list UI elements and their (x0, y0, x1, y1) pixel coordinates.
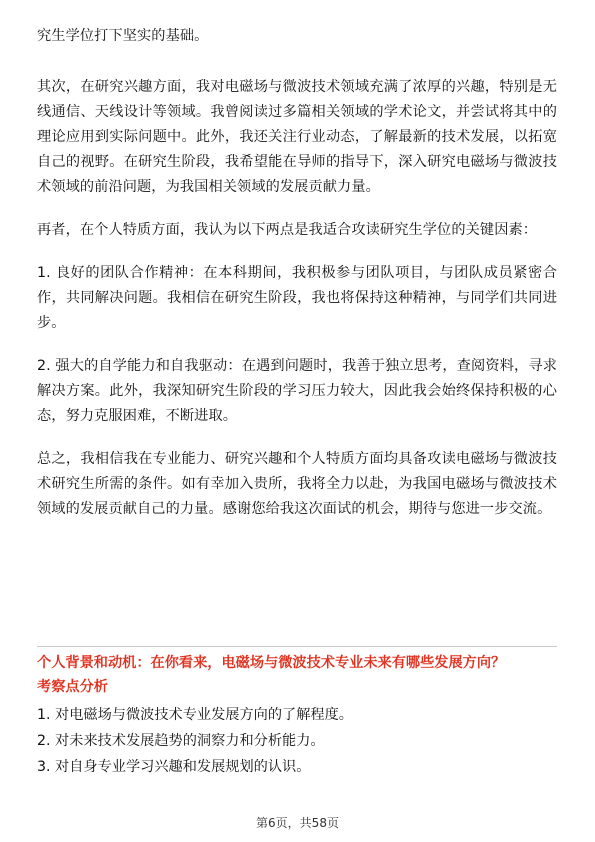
answer-body (37, 24, 557, 540)
list-item: 3. 对自身专业学习兴趣和发展规划的认识。 (37, 759, 311, 775)
interview-question: 个人背景和动机：在你看来，电磁场与微波技术专业未来有哪些发展方向？ (37, 655, 506, 671)
paragraph-personal-traits: 再者，在个人特质方面，我认为以下两点是我适合攻读研究生学位的关键因素： (37, 222, 538, 238)
page-number: 第6页，共58页 (256, 816, 339, 830)
section-divider (37, 646, 557, 647)
paragraph-teamwork: 1. 良好的团队合作精神：在本科期间，我积极参与团队项目，与团队成员紧密合作，共同解决问题。我相信在研究生阶段，我也将保持这种精神，与同学们共同进步。 (37, 265, 557, 331)
analysis-heading: 考察点分析 (37, 679, 108, 695)
list-item: 2. 对未来技术发展趋势的洞察力和分析能力。 (37, 733, 325, 749)
list-item: 1. 对电磁场与微波技术专业发展方向的了解程度。 (37, 707, 353, 723)
paragraph-research-interest: 其次，在研究兴趣方面，我对电磁场与微波技术领域充满了浓厚的兴趣，特别是无线通信、天线设计等领域。我曾阅读过多篇相关领域的学术论文，并尝试将其中的理论应用到实际问题中。此外，我还关注行业动态，了解最新的技术发展，以拓宽自己的视野。在研究生阶段，我希望能在导师的指导下，深入研究电磁场与微波技术领域的前沿问题，为我国相关领域的发展贡献力量。 (37, 79, 557, 195)
analysis-list (37, 702, 557, 780)
paragraph-conclusion: 总之，我相信我在专业能力、研究兴趣和个人特质方面均具备攻读电磁场与微波技术研究生所需的条件。如有幸加入贵所，我将全力以赴，为我国电磁场与微波技术领域的发展贡献自己的力量。感谢您给我这次面试的机会，期待与您进一步交流。 (37, 451, 557, 517)
paragraph-continuation: 究生学位打下坚实的基础。 (37, 28, 209, 44)
paragraph-self-learning: 2. 强大的自学能力和自我驱动：在遇到问题时，我善于独立思考，查阅资料，寻求解决方案。此外，我深知研究生阶段的学习压力较大，因此我会始终保持积极的心态，努力克服困难，不断进取。 (37, 358, 557, 424)
